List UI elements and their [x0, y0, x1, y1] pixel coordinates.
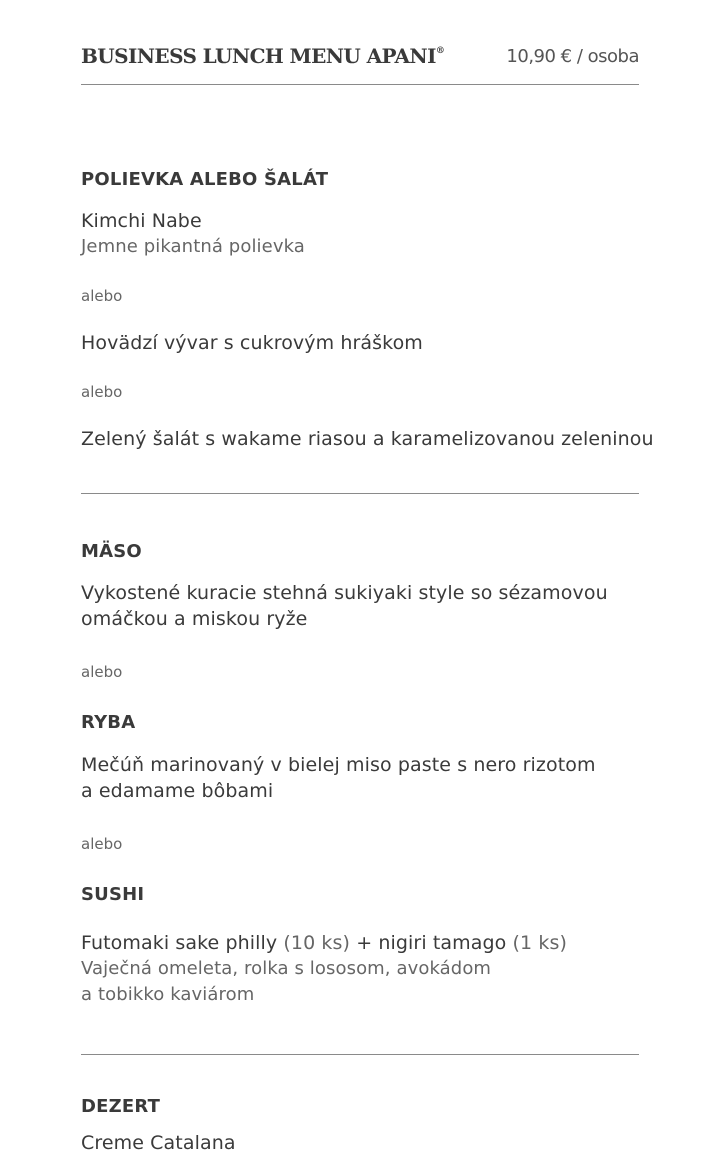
dish-sushi-futomaki-qty: (10 ks) — [277, 932, 357, 954]
dish-chicken-line2: omáčkou a miskou ryže — [81, 608, 308, 630]
dish-sushi-nigiri: + nigiri tamago — [356, 932, 507, 954]
dish-sushi-futomaki: Futomaki sake philly — [81, 932, 278, 954]
registered-mark: ® — [435, 46, 445, 57]
dish-sushi-nigiri-qty: (1 ks) — [506, 932, 567, 954]
section-heading-sushi: SUSHI — [81, 884, 145, 905]
dish-green-salad: Zelený šalát s wakame riasou a karamelizovanou zeleninou — [81, 428, 654, 450]
menu-title-text: BUSINESS LUNCH MENU APANI — [81, 44, 436, 68]
dish-kimchi-nabe-desc: Jemne pikantná polievka — [81, 236, 305, 257]
dish-sushi — [81, 930, 567, 956]
dish-sushi-desc-line1: Vaječná omeleta, rolka s lososom, avokádom — [81, 958, 492, 979]
dish-sushi-desc-line2: a tobikko kaviárom — [81, 984, 255, 1005]
or-separator: alebo — [81, 835, 123, 853]
section-heading-meat: MÄSO — [81, 541, 142, 562]
section-divider — [81, 493, 639, 494]
dish-creme-catalana: Creme Catalana — [81, 1132, 236, 1154]
menu-title — [81, 44, 444, 68]
dish-swordfish-line1: Mečúň marinovaný v bielej miso paste s nero rizotom — [81, 754, 596, 776]
or-separator: alebo — [81, 287, 123, 305]
section-heading-soup: POLIEVKA ALEBO ŠALÁT — [81, 169, 329, 190]
dish-beef-broth: Hovädzí vývar s cukrovým hráškom — [81, 332, 423, 354]
or-separator: alebo — [81, 663, 123, 681]
dish-swordfish-line2: a edamame bôbami — [81, 780, 274, 802]
or-separator: alebo — [81, 383, 123, 401]
section-divider — [81, 1054, 639, 1055]
menu-price: 10,90 € / osoba — [506, 46, 639, 67]
section-heading-dessert: DEZERT — [81, 1096, 161, 1117]
dish-kimchi-nabe: Kimchi Nabe — [81, 210, 202, 232]
dish-chicken-line1: Vykostené kuracie stehná sukiyaki style so sézamovou — [81, 582, 608, 604]
section-heading-fish: RYBA — [81, 712, 136, 733]
menu-header — [81, 40, 639, 85]
